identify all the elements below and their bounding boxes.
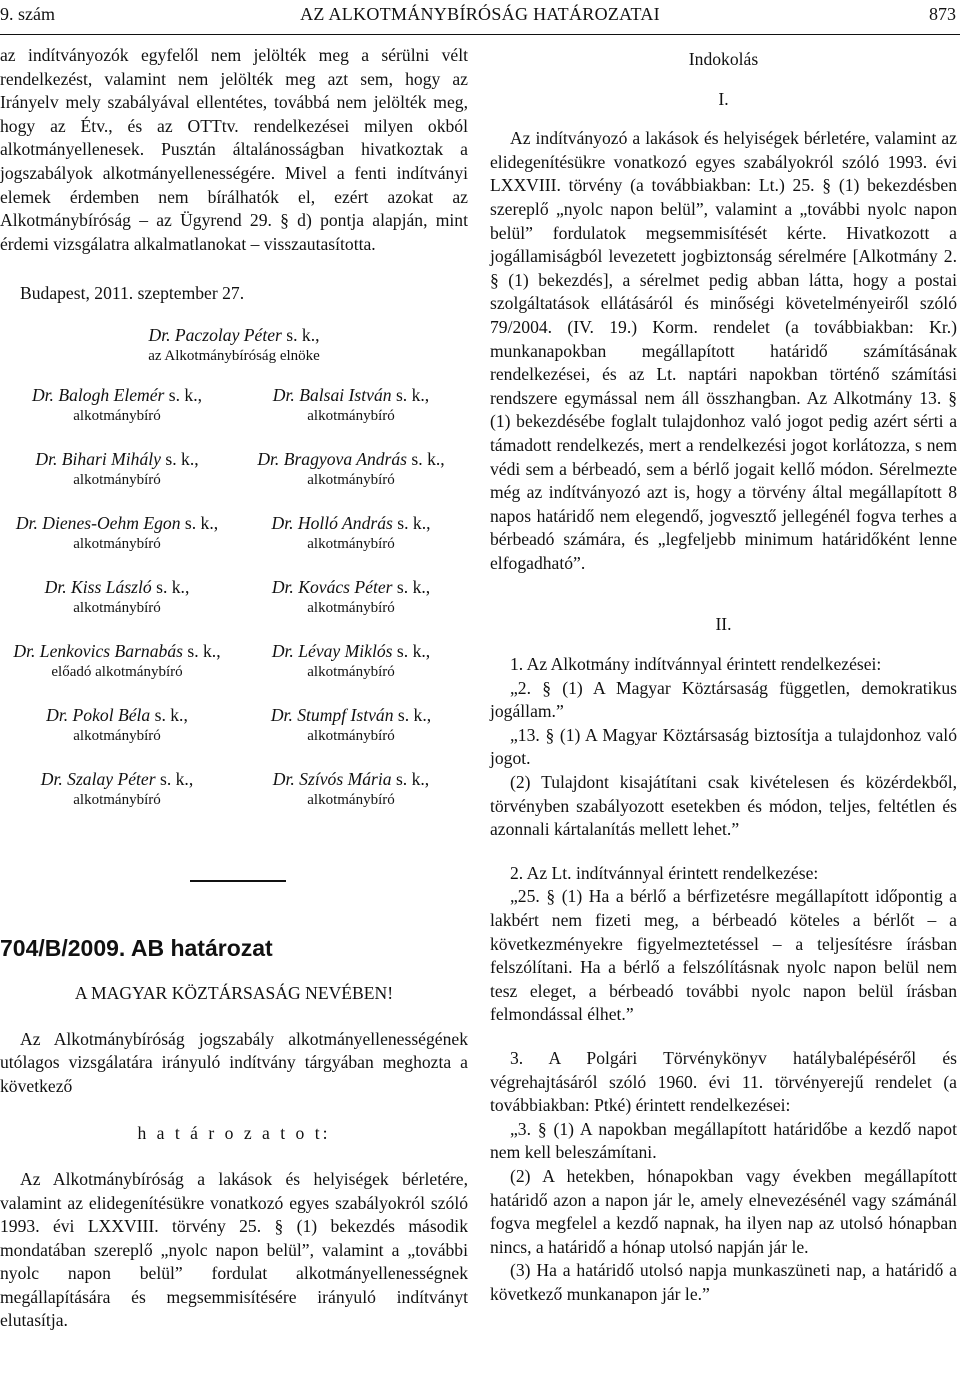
judge-signature (0, 704, 234, 746)
judge-role: alkotmánybíró (307, 535, 395, 552)
judge-suffix: s. k., (182, 640, 221, 661)
in-the-name: A MAGYAR KÖZTÁRSASÁG NEVÉBEN! (74, 982, 394, 1003)
judge-name: Dr. Balogh Elemér (31, 384, 165, 405)
judge-name: Dr. Bragyova András (257, 448, 408, 469)
judge-role: alkotmánybíró (73, 407, 161, 424)
judge-role: alkotmánybíró (307, 407, 395, 424)
judge-role: alkotmánybíró (307, 599, 395, 616)
judge-name: Dr. Lenkovics Barnabás (13, 640, 183, 661)
judge-name: Dr. Pokol Béla (46, 704, 151, 725)
judge-suffix: s. k., (392, 512, 431, 533)
signature-row (0, 768, 468, 810)
right-column (490, 48, 957, 1307)
president-suffix: s. k., (281, 324, 320, 345)
judge-role: alkotmánybíró (307, 727, 395, 744)
signature-row (0, 704, 468, 746)
judge-suffix: s. k., (164, 384, 203, 405)
issue-number: 9. szám (0, 4, 55, 24)
header-rule (0, 34, 960, 35)
judge-name: Dr. Holló András (271, 512, 393, 533)
judge-suffix: s. k., (407, 448, 445, 469)
signature-row (0, 512, 468, 554)
reasoning-paragraph-1: Az indítványozó a lakások és helyiségek bérletére, valamint az elidegenítésükre vonatkozó egyes szabályokról szóló 1993. évi LXXVIII. törvény (a továbbiakban: Lt.) 25. § (1) bekezdésben szereplő „nyolc napon belül”, valamint a „további nyolc napon belül” fordulatok megsemmisítését kérte. Hivatkozott a jogállamiságból levezetett jogbiztonság sérelmére [Alkotmány 2. § (1) bekezdés], a sérelmet pedig abban látta, hogy a postai szolgáltatások ellátásáról és minőségi követelményeiről szóló 79/2004. (IV. 19.) Korm. rendelet (a továbbiakban: Kr.) munkanapokban megállapított határidő számításának rendelkezései, és az Lt. naptári napokban történő számítási rendszere egymással nem áll összhangban. Az Alkotmány 13. § (1) bekezdésébe foglalt tulajdonhoz való jogot pedig azért sérti a támadott rendelkezés, mert a rendelkezési jogot korlátozza, s nem védi sem a bérbeadó, sem a bérlő jogait kellő módon. Sérelmezte még az indítványozó azt is, hogy a törvény által megállapított 8 napos határidő nem elegendő, jogvesztő jellegénél fogva terhes a bérbeadó számára, és „legfeljebb minimum határidőként lenne elfogadható”. (490, 128, 957, 573)
judge-signature (234, 448, 468, 490)
president-name: Dr. Paczolay Péter (148, 324, 282, 345)
judge-role: alkotmánybíró (307, 663, 395, 680)
judge-name: Dr. Stumpf István (270, 704, 394, 725)
running-title: AZ ALKOTMÁNYBÍRÓSÁG HATÁROZATAI (300, 4, 660, 24)
judge-role: alkotmánybíró (73, 791, 161, 808)
indokolas-heading: Indokolás (688, 49, 759, 69)
section-ii-heading: II. (715, 614, 732, 635)
page-number: 873 (929, 4, 956, 24)
judge-name: Dr. Dienes-Oehm Egon (15, 512, 181, 533)
judge-signature (234, 768, 468, 810)
paragraph-ptke-3-1: „3. § (1) A napokban megállapított határidőbe a kezdő napot nem kell beleszámítani. (490, 1118, 957, 1163)
judge-signature (234, 512, 468, 554)
signature-row (0, 640, 468, 682)
judge-name: Dr. Kiss László (44, 576, 152, 597)
judge-suffix: s. k., (393, 704, 432, 725)
page-header (0, 4, 960, 30)
paragraph-lt-intro: 2. Az Lt. indítvánnyal érintett rendelkezése: (510, 862, 819, 883)
judge-role: alkotmánybíró (307, 471, 395, 488)
paragraph-constitution-intro: 1. Az Alkotmány indítvánnyal érintett rendelkezései: (510, 654, 882, 675)
judge-name: Dr. Lévay Miklós (271, 640, 393, 661)
section-i-heading: I. (718, 88, 729, 109)
intro-paragraph: Az Alkotmánybíróság jogszabály alkotmányellenességének utólagos vizsgálatára irányuló indítvány tárgyában meghozta a következő (0, 1028, 468, 1096)
judge-name: Dr. Szalay Péter (40, 768, 156, 789)
judge-role: alkotmánybíró (73, 599, 161, 616)
signature-row (0, 576, 468, 618)
judge-role: alkotmánybíró (73, 727, 161, 744)
judge-suffix: s. k., (392, 640, 431, 661)
judge-suffix: s. k., (151, 576, 190, 597)
paragraph-constitution-13-1: „13. § (1) A Magyar Köztársaság biztosítja a tulajdonhoz való jogot. (490, 724, 957, 769)
paragraph-ptke-3-3: (3) Ha a határidő utolsó napja munkaszüneti nap, a határidő a következő munkanapon jár le.” (490, 1260, 957, 1304)
judge-name: Dr. Bihari Mihály (35, 448, 161, 469)
paragraph-constitution-13-2: (2) Tulajdont kisajátítani csak kivételesen és közérdekből, törvényben szabályozott esetekben és módon, teljes, feltétlen és azonnali kártalanítás mellett lehet.” (490, 772, 957, 840)
judge-suffix: s. k., (392, 576, 431, 597)
paragraph-ptke-3-2: (2) A hetekben, hónapokban vagy években megállapított határidő azon a napon jár le, amely elnevezésénél vagy számánál fogva megfelel a kezdő napnak, ha ilyen nap az utolsó hónapban nincs, a határidő a hónap utolsó napján jár le. (490, 1165, 957, 1257)
signature-row (0, 448, 468, 490)
left-column (0, 44, 468, 1333)
judge-role: alkotmánybíró (73, 535, 161, 552)
judge-name: Dr. Szívós Mária (272, 768, 392, 789)
judge-signature (0, 640, 234, 682)
decision-title: 704/B/2009. AB határozat (0, 934, 273, 961)
judge-role: alkotmánybíró (307, 791, 395, 808)
judge-signature (234, 576, 468, 618)
paragraph-constitution-2: „2. § (1) A Magyar Köztársaság független, demokratikus jogállam.” (490, 677, 957, 722)
judge-signature (234, 384, 468, 426)
judge-suffix: s. k., (391, 768, 430, 789)
signature-row (0, 384, 468, 426)
judge-signature (234, 704, 468, 746)
paragraph-ptke-intro: 3. A Polgári Törvénykönyv hatálybalépéséről és végrehajtásáról szóló 1960. évi 11. törvényerejű rendelet (a továbbiakban: Ptké) érintett rendelkezései: (490, 1047, 957, 1116)
judge-role: alkotmánybíró (73, 471, 161, 488)
ruling-paragraph: Az Alkotmánybíróság a lakások és helyiségek bérletére, valamint az elidegenítésükre vonatkozó egyes szabályokról szóló 1993. évi LXXVIII. törvény 25. § (1) bekezdés második mondatában szereplő „nyolc napon belül”, valamint a „további nyolc napon belül” fordulat alkotmányellenességnek megállapítására és megsemmisítésére irányuló indítványt elutasítja. (0, 1168, 468, 1331)
judge-signature (0, 384, 234, 426)
judge-suffix: s. k., (391, 384, 430, 405)
hatarozatot-heading: h a t á r o z a t o t: (137, 1123, 331, 1144)
judge-signature (0, 448, 234, 490)
judge-suffix: s. k., (160, 448, 199, 469)
president-role: az Alkotmánybíróság elnöke (148, 347, 320, 364)
judge-signature (0, 576, 234, 618)
president-signature (0, 324, 468, 366)
judge-signature (0, 768, 234, 810)
judges-signatures (0, 384, 468, 810)
judge-suffix: s. k., (155, 768, 194, 789)
place-date: Budapest, 2011. szeptember 27. (20, 283, 245, 304)
judge-name: Dr. Kovács Péter (271, 576, 393, 597)
judge-signature (234, 640, 468, 682)
judge-name: Dr. Balsai István (272, 384, 392, 405)
judge-suffix: s. k., (150, 704, 188, 725)
judge-role: előadó alkotmánybíró (51, 663, 183, 680)
continued-paragraph: az indítványozók egyfelől nem jelölték meg a sérülni vélt rendelkezést, valamint nem jelölték meg azt sem, hogy az Irányelv mely szabályával ellentétes, továbbá nem jelölték meg, hogy az Étv., és az OTTtv. rendelkezései milyen okból alkotmányellenesek. Pusztán általánosságban hivatkoztak a jogszabályok alkotmányellenességére. Mivel a fenti indítványi elemek érdemben nem bírálhatók el, ezért azokat az Alkotmánybíróság – az Ügyrend 29. § d) pontja alapján, mint érdemi vizsgálatra alkalmatlanokat – visszautasította. (0, 45, 468, 254)
judge-suffix: s. k., (180, 512, 219, 533)
judge-signature (0, 512, 234, 554)
paragraph-lt-25: „25. § (1) Ha a bérlő a bérfizetésre megállapított időpontig a lakbért nem fizeti meg, a bérbeadó köteles a bérlőt – a következményekre figyelmeztetéssel – a teljesítésre írásban felszólítani. Ha a bérlő a felszólításnak nyolc napon belül nem tesz eleget, a bérbeadó további nyolc napon belül írásban felmondással élhet.” (490, 886, 957, 1025)
